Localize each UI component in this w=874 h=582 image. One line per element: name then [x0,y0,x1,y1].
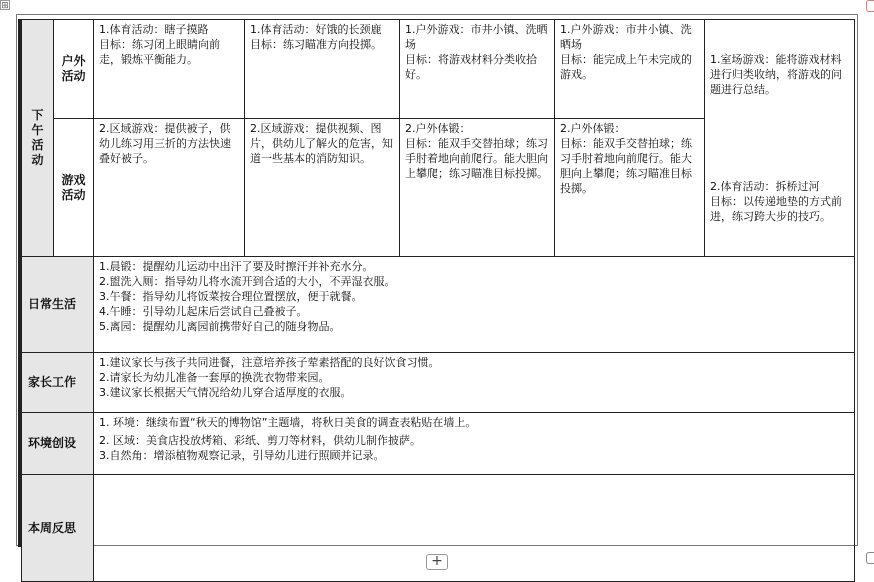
bottom-right-margin-marker [866,552,874,564]
reflection-content[interactable] [94,475,855,582]
list-item: 4.午睡：引导幼儿起床后尝试自己叠被子。 [99,305,308,318]
list-item: 3.自然角：增添植物观察记录，引导幼儿进行照顾并记录。 [99,449,385,462]
friday-outdoor-text: 1.室场游戏：能将游戏材料进行归类收纳，将游戏的问题进行总结。 [710,53,842,96]
friday-cell[interactable] [705,20,855,257]
list-item: 5.离园：提醒幼儿离园前携带好自己的随身物品。 [99,320,341,333]
list-item: 1. 环境：继续布置“秋天的博物馆”主题墙，将秋日美食的调查表粘贴在墙上。 [99,416,477,429]
tuesday-outdoor-cell[interactable]: 1.体育活动：好饿的长颈鹿 目标：练习瞄准方向投掷。 [245,20,400,119]
thursday-outdoor-cell[interactable]: 1.户外游戏：市井小镇、洗晒场 目标：能完成上午未完成的游戏。 [555,20,705,119]
daily-life-row [22,257,855,353]
tuesday-game-cell[interactable]: 2.区域游戏：提供视频、图片，供幼儿了解火的危害，知道一些基本的消防知识。 [245,119,400,257]
environment-label: 环境创设 [22,413,94,475]
monday-outdoor-cell[interactable]: 1.体育活动：瞎子摸路 目标：练习闭上眼睛向前走，锻炼平衡能力。 [94,20,245,119]
family-work-row [22,353,855,413]
list-item: 2. 区域：美食店投放烤箱、彩纸、剪刀等材料，供幼儿制作披萨。 [99,434,421,447]
thursday-game-cell[interactable]: 2.户外体锻： 目标：能双手交替拍球；练习手肘着地向前爬行。能大胆向上攀爬；练习瞄准目标投掷。 [555,119,705,257]
game-activities-label: 游戏 活动 [54,119,94,257]
table-move-handle[interactable]: ⊞ [1,1,9,11]
environment-row [22,413,855,475]
list-item: 1.晨锻：提醒幼儿运动中出汗了要及时擦汗并补充水分。 [99,260,374,273]
list-item: 2.请家长为幼儿准备一套厚的换洗衣物带来园。 [99,371,330,384]
weekly-plan-table [21,19,855,582]
friday-game-text: 2.体育活动：拆桥过河 目标：以传递地垫的方式前进，练习跨大步的技巧。 [710,180,842,223]
afternoon-outdoor-row [22,20,855,119]
wednesday-outdoor-cell[interactable]: 1.户外游戏：市井小镇、洗晒场 目标：将游戏材料分类收拾好。 [400,20,555,119]
top-right-margin-marker [866,0,874,12]
wednesday-game-cell[interactable]: 2.户外体锻： 目标：能双手交替拍球；练习手肘着地向前爬行。能大胆向上攀爬；练习瞄准目标投掷。 [400,119,555,257]
family-work-content[interactable] [94,353,855,413]
family-work-label: 家长工作 [22,353,94,413]
add-row-button[interactable]: + [426,554,448,570]
environment-content[interactable] [94,413,855,475]
daily-life-label: 日常生活 [22,257,94,353]
list-item: 3.午餐：指导幼儿将饭菜按合理位置摆放，便于就餐。 [99,290,363,303]
monday-game-cell[interactable]: 2.区域游戏：提供被子，供幼儿练习用三折的方法快速叠好被子。 [94,119,245,257]
list-item: 3.建议家长根据天气情况给幼儿穿合适厚度的衣服。 [99,386,352,399]
reflection-label: 本周反思 [22,475,94,582]
spacer [710,127,849,149]
daily-life-content[interactable] [94,257,855,353]
afternoon-activities-label: 下 午 活 动 [22,20,54,257]
list-item: 1.建议家长与孩子共同进餐，注意培养孩子荤素搭配的良好饮食习惯。 [99,356,440,369]
list-item: 2.盥洗入厕：指导幼儿将水流开到合适的大小，不弄湿衣服。 [99,275,396,288]
outdoor-activities-label: 户外 活动 [54,20,94,119]
